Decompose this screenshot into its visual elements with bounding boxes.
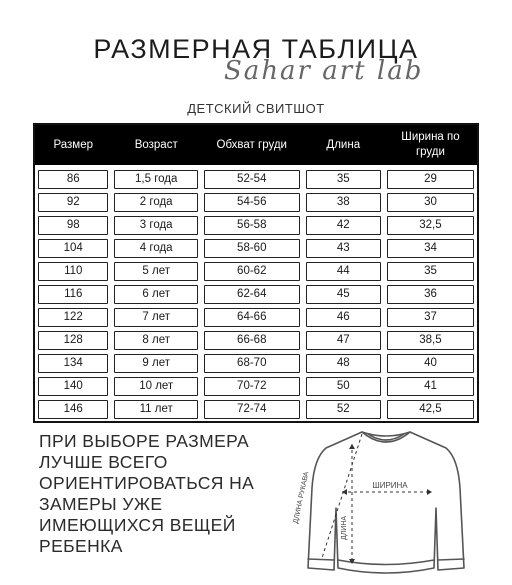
- cell-width: [384, 237, 477, 260]
- cell-value: 38: [306, 193, 381, 212]
- cell-value: 2 года: [114, 193, 197, 212]
- cell-chest: [201, 260, 303, 283]
- cell-width: [384, 165, 477, 191]
- cell-value: 10 лет: [114, 377, 197, 396]
- advice-line: ПРИ ВЫБОРЕ РАЗМЕРА: [39, 431, 250, 451]
- cell-chest: [201, 306, 303, 329]
- cell-value: 44: [306, 262, 381, 281]
- cell-length: [303, 283, 384, 306]
- sweatshirt-icon: [286, 418, 486, 585]
- header-size: Размер: [35, 125, 111, 165]
- table-row: [35, 306, 477, 329]
- advice-line: ЗАМЕРЫ УЖЕ: [39, 494, 163, 514]
- cell-value: 42,5: [387, 400, 474, 419]
- size-advice: [39, 431, 279, 557]
- sweatshirt-outline: [308, 432, 464, 573]
- cell-size: [35, 214, 111, 237]
- cell-width: [384, 191, 477, 214]
- table-row: [35, 329, 477, 352]
- cell-chest: [201, 237, 303, 260]
- cell-value: 38,5: [387, 331, 474, 350]
- cell-chest: [201, 214, 303, 237]
- cell-value: 70-72: [204, 377, 300, 396]
- cell-length: [303, 260, 384, 283]
- cell-value: 47: [306, 331, 381, 350]
- cell-value: 32,5: [387, 216, 474, 235]
- brand-logo: Sahar art lab: [224, 56, 424, 86]
- cell-width: [384, 329, 477, 352]
- cell-value: 134: [38, 354, 108, 373]
- cell-value: 43: [306, 239, 381, 258]
- cell-length: [303, 191, 384, 214]
- cell-value: 34: [387, 239, 474, 258]
- cell-value: 110: [38, 262, 108, 281]
- cell-length: [303, 214, 384, 237]
- cell-age: [111, 237, 200, 260]
- cell-length: [303, 306, 384, 329]
- cell-value: 72-74: [204, 400, 300, 419]
- cell-size: [35, 306, 111, 329]
- header-length: Длина: [303, 125, 384, 165]
- cell-value: 3 года: [114, 216, 197, 235]
- cell-value: 52: [306, 400, 381, 419]
- cell-age: [111, 352, 200, 375]
- cell-width: [384, 283, 477, 306]
- header-age: Возраст: [111, 125, 200, 165]
- cell-value: 35: [387, 262, 474, 281]
- cell-value: 36: [387, 285, 474, 304]
- cell-value: 86: [38, 170, 108, 189]
- cell-value: 45: [306, 285, 381, 304]
- table-row: [35, 165, 477, 191]
- cell-size: [35, 375, 111, 398]
- cell-size: [35, 237, 111, 260]
- cell-length: [303, 329, 384, 352]
- cell-value: 5 лет: [114, 262, 197, 281]
- cell-chest: [201, 283, 303, 306]
- cell-value: 37: [387, 308, 474, 327]
- cell-value: 4 года: [114, 239, 197, 258]
- advice-line: ИМЕЮЩИХСЯ ВЕЩЕЙ: [39, 515, 236, 535]
- table-header-row: [35, 125, 477, 165]
- cell-age: [111, 191, 200, 214]
- cell-width: [384, 306, 477, 329]
- cell-value: 35: [306, 170, 381, 189]
- cell-value: 62-64: [204, 285, 300, 304]
- cell-value: 122: [38, 308, 108, 327]
- cell-size: [35, 191, 111, 214]
- cell-value: 68-70: [204, 354, 300, 373]
- cell-size: [35, 260, 111, 283]
- cell-value: 92: [38, 193, 108, 212]
- cell-value: 29: [387, 170, 474, 189]
- cell-length: [303, 165, 384, 191]
- cell-value: 54-56: [204, 193, 300, 212]
- cell-value: 42: [306, 216, 381, 235]
- cell-value: 98: [38, 216, 108, 235]
- cell-value: 41: [387, 377, 474, 396]
- cell-age: [111, 165, 200, 191]
- cell-chest: [201, 191, 303, 214]
- cell-size: [35, 165, 111, 191]
- table-row: [35, 260, 477, 283]
- cell-value: 46: [306, 308, 381, 327]
- cell-value: 48: [306, 354, 381, 373]
- cell-age: [111, 398, 200, 421]
- cell-size: [35, 329, 111, 352]
- cell-age: [111, 306, 200, 329]
- cell-value: 58-60: [204, 239, 300, 258]
- cell-value: 40: [387, 354, 474, 373]
- cell-value: 56-58: [204, 216, 300, 235]
- table-row: [35, 375, 477, 398]
- advice-line: РЕБЕНКА: [39, 536, 123, 556]
- cell-age: [111, 329, 200, 352]
- cell-value: 128: [38, 331, 108, 350]
- cell-width: [384, 352, 477, 375]
- cell-age: [111, 375, 200, 398]
- cell-value: 9 лет: [114, 354, 197, 373]
- header-chest: Обхват груди: [201, 125, 303, 165]
- cell-value: 64-66: [204, 308, 300, 327]
- cell-value: 116: [38, 285, 108, 304]
- table-row: [35, 191, 477, 214]
- size-table: [33, 123, 479, 423]
- cell-value: 1,5 года: [114, 170, 197, 189]
- cell-value: 8 лет: [114, 331, 197, 350]
- cell-value: 140: [38, 377, 108, 396]
- cell-value: 104: [38, 239, 108, 258]
- cell-width: [384, 214, 477, 237]
- sleeve-label: ДЛИНА РУКАВА: [292, 471, 311, 525]
- width-label: ШИРИНА: [372, 481, 408, 490]
- cell-value: 60-62: [204, 262, 300, 281]
- cell-value: 52-54: [204, 170, 300, 189]
- cell-value: 66-68: [204, 331, 300, 350]
- cell-width: [384, 260, 477, 283]
- cell-chest: [201, 375, 303, 398]
- cell-value: 7 лет: [114, 308, 197, 327]
- page-title: РАЗМЕРНАЯ ТАБЛИЦА: [93, 34, 419, 64]
- cell-size: [35, 283, 111, 306]
- cell-chest: [201, 329, 303, 352]
- cell-size: [35, 398, 111, 421]
- cell-age: [111, 214, 200, 237]
- advice-line: ОРИЕНТИРОВАТЬСЯ НА: [39, 473, 255, 493]
- cell-size: [35, 352, 111, 375]
- cell-value: 6 лет: [114, 285, 197, 304]
- cell-value: 146: [38, 400, 108, 419]
- cell-length: [303, 237, 384, 260]
- cell-length: [303, 375, 384, 398]
- cell-length: [303, 352, 384, 375]
- page-subtitle: ДЕТСКИЙ СВИТШОТ: [187, 101, 325, 116]
- table-row: [35, 214, 477, 237]
- length-label: ДЛИНА: [341, 515, 348, 541]
- table-row: [35, 237, 477, 260]
- cell-value: 50: [306, 377, 381, 396]
- cell-width: [384, 375, 477, 398]
- header-width: Ширина по груди: [384, 125, 477, 165]
- advice-line: ЛУЧШЕ ВСЕГО: [39, 452, 168, 472]
- cell-chest: [201, 352, 303, 375]
- table-row: [35, 283, 477, 306]
- cell-chest: [201, 165, 303, 191]
- cell-age: [111, 283, 200, 306]
- cell-value: 11 лет: [114, 400, 197, 419]
- cell-value: 30: [387, 193, 474, 212]
- cell-age: [111, 260, 200, 283]
- table-row: [35, 352, 477, 375]
